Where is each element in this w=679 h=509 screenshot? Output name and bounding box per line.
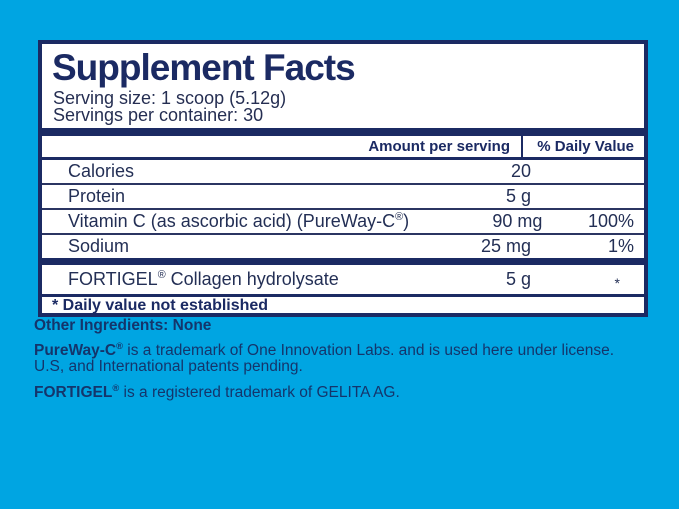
nutrient-amount: 25 mg bbox=[480, 236, 531, 256]
nutrient-name: FORTIGEL® Collagen hydrolysate bbox=[68, 269, 339, 289]
table-row-protein bbox=[42, 185, 644, 210]
footnote-text: * Daily value not established bbox=[52, 297, 269, 314]
fortigel-registered-mark: ® bbox=[112, 382, 120, 393]
nutrient-amount: 5 g bbox=[505, 269, 531, 289]
table-row-sodium bbox=[42, 235, 644, 258]
pureway-brand: PureWay-C bbox=[34, 342, 117, 359]
serving-size-line: Serving size: 1 scoop (5.12g) bbox=[53, 88, 287, 108]
pureway-registered-mark: ® bbox=[116, 340, 123, 351]
nutrient-name: Protein bbox=[68, 186, 126, 206]
footer-notes bbox=[34, 318, 654, 401]
nutrient-daily-value: 1% bbox=[607, 236, 634, 256]
fortigel-brand: FORTIGEL bbox=[34, 384, 113, 401]
table-row-fortigel bbox=[42, 265, 644, 294]
panel-title: Supplement Facts bbox=[52, 47, 355, 88]
fortigel-trademark-line: FORTIGEL® is a registered trademark of GELITA AG. bbox=[34, 382, 400, 401]
nutrient-amount: 5 g bbox=[505, 186, 531, 206]
nutrient-daily-value: 100% bbox=[587, 211, 634, 231]
column-header-row bbox=[42, 136, 644, 160]
servings-per-container-line: Servings per container: 30 bbox=[53, 105, 264, 125]
column-header-daily-value: % Daily Value bbox=[537, 138, 634, 155]
nutrient-daily-value-asterisk: * bbox=[614, 274, 620, 291]
nutrient-amount: 90 mg bbox=[492, 211, 543, 231]
footnote-row bbox=[42, 294, 644, 315]
nutrient-name: Sodium bbox=[68, 236, 130, 256]
column-header-amount: Amount per serving bbox=[368, 136, 523, 157]
other-ingredients-line: Other Ingredients: None bbox=[34, 317, 212, 334]
nutrient-name: Calories bbox=[68, 161, 135, 181]
pureway-trademark-line: PureWay-C® is a trademark of One Innovation Labs. and is used here under license. bbox=[34, 340, 615, 359]
nutrient-name: Vitamin C (as ascorbic acid) (PureWay-C®) bbox=[68, 211, 410, 231]
supplement-facts-panel bbox=[38, 40, 648, 317]
table-row-vitamin-c bbox=[42, 210, 644, 235]
divider-thick-top bbox=[42, 128, 644, 136]
table-row-calories bbox=[42, 160, 644, 185]
patents-pending-line: U.S, and International patents pending. bbox=[34, 358, 303, 375]
divider-thick-middle bbox=[42, 258, 644, 265]
nutrient-amount: 20 bbox=[510, 161, 531, 181]
